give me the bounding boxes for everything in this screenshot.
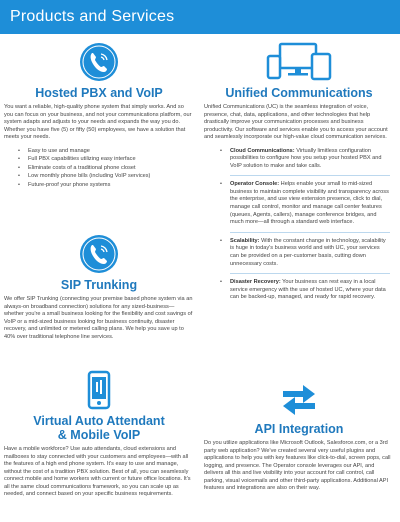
api-paragraph: Do you utilize applications like Microsoft Outlook, Salesforce.com, or a 3rd party web application? We've created several very useful plugins and applications to help you with key features like click-to-dial, screen pops, call logging, and presence. The Operator console leverages our API, and delivers all this and live visibility into your account for call control, call parking, visual voicemails and other third-party applications. Additional API features and integrations are also on their way.	[204, 440, 391, 491]
auto-attendant-title	[4, 414, 194, 442]
phone-icon	[4, 232, 194, 276]
feature-term: Disaster Recovery:	[230, 279, 281, 286]
feature-text: Your business can rest easy in a local service emergency with the use of hosted UC, where your data can be backed-up, managed, and ready for rapid recovery.	[230, 279, 386, 301]
sip-trunking-paragraph: We offer SIP Trunking (connecting your premise based phone system via an always-on broadband connection) solutions for any sized-business—whether you're a small business looking for the flexibility and cost savings of VoIP or a mid-sized business looking for business continuity, disaster recovery, and unlimited or metered calling plans. We help you save up to 40% over traditional telephone line services.	[4, 296, 193, 340]
sip-trunking-section	[4, 232, 194, 341]
list-item	[230, 181, 390, 233]
hosted-pbx-paragraph: You want a reliable, high-quality phone system that simply works. And so you can focus on your business, and not your communications platform, our system adapts and adjusts to your needs and expands the way you do. Whether you have five (5) or fifty (50) employees, we have a solution that meets your needs.	[4, 104, 192, 140]
hosted-pbx-title: Hosted PBX and VoIP	[35, 86, 163, 100]
feature-text: Virtually limitless configuration possibilities to configure how you setup your hosted PBX and VoIP solution to make and take calls.	[230, 147, 382, 169]
api-title: API Integration	[254, 422, 344, 436]
unified-title: Unified Communications	[225, 86, 373, 100]
feature-term: Cloud Communications:	[230, 147, 295, 154]
api-integration-section	[204, 376, 394, 493]
feature-term: Scalability:	[230, 237, 260, 244]
auto-attendant-paragraph: Have a mobile workforce? Use auto attendants, cloud extensions and mailboxes to stay connected with your customers and employees—with all the features of a high end phone system. It's easy to use and manage, without the cost of a tradition PBX solution. Best of all, you can seamlessly connect mobile and home workers with current or future office locations. It's all the same cloud communications framework, so you can scale up as needed, and connect based on your specific business requirements.	[4, 446, 191, 497]
unified-communications-section	[204, 40, 394, 312]
list-item	[230, 238, 390, 274]
hosted-pbx-bullets	[4, 147, 194, 190]
feature-text: With the constant change in technology, scalability is huge in today's business world and with UC, your services can be provided on a per-customer basis, cutting down unnecessary costs.	[230, 237, 386, 267]
list-item: • Low monthly phone bills (including VoIP services)	[28, 172, 194, 181]
list-item: • Easy to use and manage	[28, 147, 194, 156]
mobile-phone-icon	[4, 368, 194, 412]
page-title: Products and Services	[10, 8, 175, 25]
auto-attendant-title-line2: & Mobile VoIP	[57, 428, 141, 442]
sip-trunking-title: SIP Trunking	[60, 278, 138, 292]
auto-attendant-section	[4, 368, 194, 499]
swap-arrows-icon	[204, 376, 394, 420]
feature-term: Operator Console:	[230, 181, 280, 188]
list-item: • Eliminate costs of a traditional phone closet	[28, 164, 194, 173]
unified-paragraph: Unified Communications (UC) is the seamless integration of voice, presence, chat, data, applications, and other technologies that help drastically improve your communication processes and business productivity. Our software and services enable you to access your account and seamlessly incorporate our high-value cloud communication services.	[204, 104, 388, 140]
phone-icon	[4, 40, 194, 84]
devices-icon	[204, 40, 394, 84]
auto-attendant-title-line1: Virtual Auto Attendant	[33, 414, 165, 428]
feature-text: Helps enable your small to mid-sized business to maintain complete visibility and transparency across the enterprise, and use view extension presence, click to dial, manage call control, monitor and manage call center features (queues, Agents, callers), manage conference bridges, and much more—all through a standard web interface.	[230, 181, 389, 226]
list-item: • Future-proof your phone systems	[28, 181, 194, 190]
list-item	[230, 279, 390, 307]
list-item: • Full PBX capabilities utilizing easy interface	[28, 155, 194, 164]
list-item	[230, 148, 390, 177]
header-bar	[0, 0, 400, 34]
hosted-pbx-section	[4, 40, 194, 189]
unified-features	[204, 148, 394, 308]
